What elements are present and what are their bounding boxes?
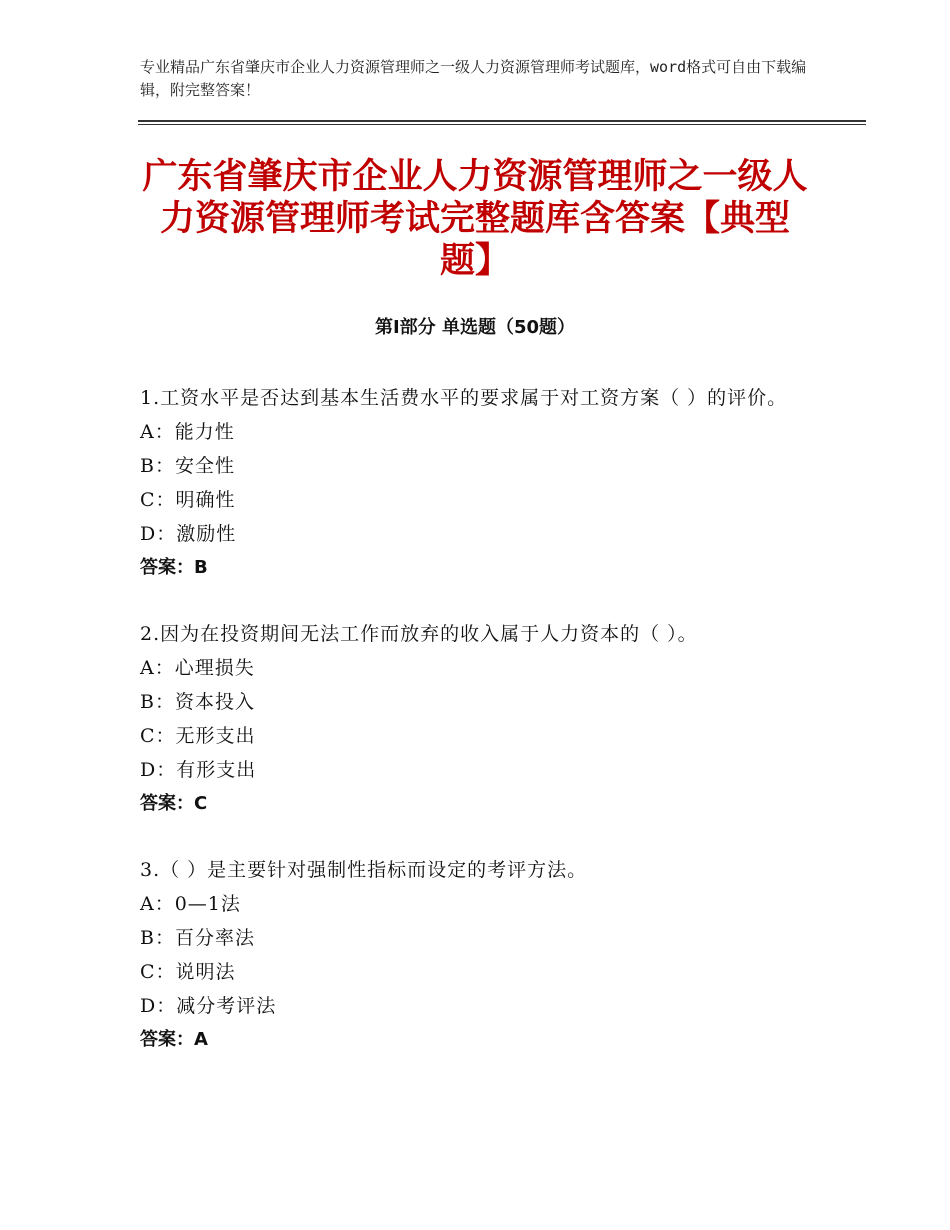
- answer-label: 答案：A: [140, 1029, 208, 1050]
- option-c: C：说明法: [140, 961, 236, 983]
- question-stem: 1.工资水平是否达到基本生活费水平的要求属于对工资方案（ ）的评价。: [140, 387, 788, 409]
- question-stem: 2.因为在投资期间无法工作而放弃的收入属于人力资本的（ ）。: [140, 623, 698, 645]
- option-a: A：0—1法: [140, 893, 241, 915]
- option-d: D：减分考评法: [140, 995, 277, 1017]
- option-b: B：百分率法: [140, 927, 255, 949]
- option-d: D：有形支出: [140, 759, 257, 781]
- option-c: C：无形支出: [140, 725, 256, 747]
- option-b: B：资本投入: [140, 691, 255, 713]
- header-divider: [138, 120, 866, 122]
- document-title: 广东省肇庆市企业人力资源管理师之一级人力资源管理师考试完整题库含答案【典型题】: [142, 157, 808, 281]
- option-b: B：安全性: [140, 455, 235, 477]
- option-a: A：心理损失: [140, 657, 255, 679]
- answer-label: 答案：C: [140, 793, 208, 814]
- question-stem: 3.（ ）是主要针对强制性指标而设定的考评方法。: [140, 859, 588, 881]
- question-2: [140, 617, 820, 821]
- question-1: [140, 381, 820, 585]
- answer-label: 答案：B: [140, 557, 208, 578]
- option-c: C：明确性: [140, 489, 236, 511]
- option-d: D：激励性: [140, 523, 237, 545]
- header-note: 专业精品广东省肇庆市企业人力资源管理师之一级人力资源管理师考试题库，word格式可自由下载编辑，附完整答案！: [140, 58, 807, 99]
- question-3: [140, 853, 820, 1057]
- option-a: A：能力性: [140, 421, 235, 443]
- question-list: [140, 381, 820, 1089]
- section-heading: 第Ⅰ部分 单选题（50题）: [374, 317, 575, 338]
